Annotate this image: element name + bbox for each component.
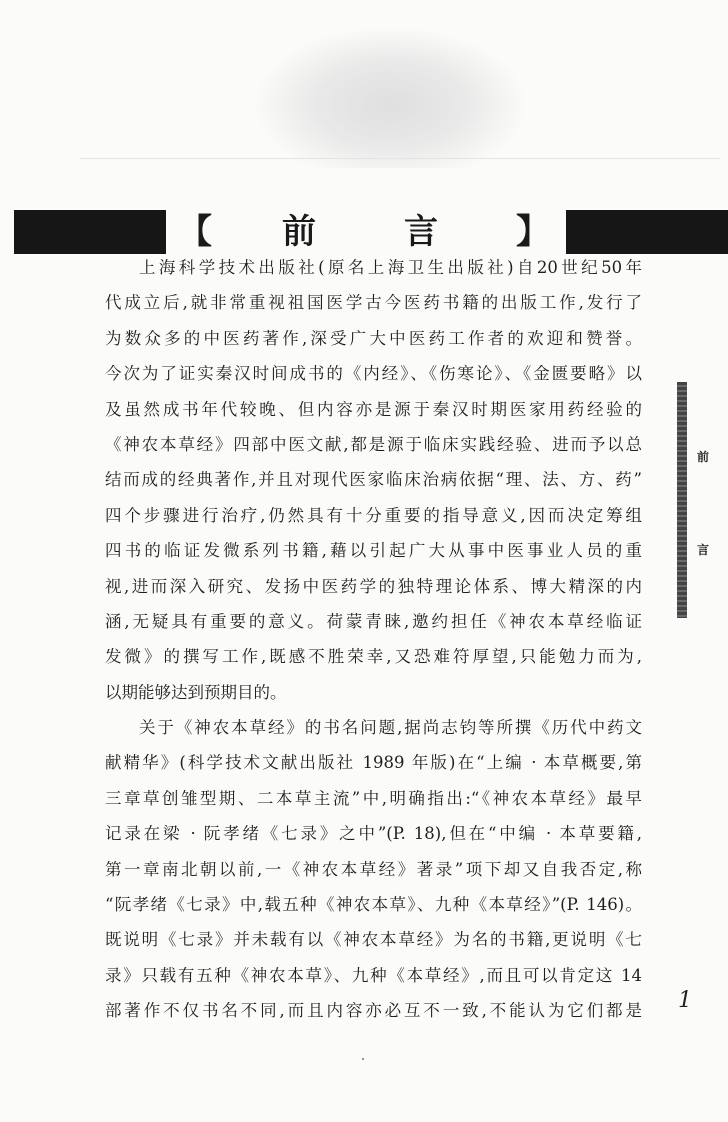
text-line: 三章草创雏型期、二本草主流”中,明确指出:“《神农本草经》最早: [105, 788, 642, 808]
text-line: “阮孝绪《七录》中,载五种《神农本草》、九种《本草经》”(P. 146)。: [105, 895, 642, 915]
text-line: 视,进而深入研究、发扬中医药学的独特理论体系、博大精深的内: [105, 576, 642, 596]
text-line: 以期能够达到预期目的。: [105, 682, 287, 702]
text-line: 录》只载有五种《神农本草》、九种《本草经》,而且可以肯定这 14: [105, 965, 642, 985]
text-line: 第一章南北朝以前,一《神农本草经》著录”项下却又自我否定,称: [105, 859, 642, 879]
text-line: 及虽然成书年代较晚、但内容亦是源于秦汉时期医家用药经验的: [105, 399, 642, 419]
heading-open-bracket: 【: [178, 212, 212, 252]
text-line: 上海科学技术出版社(原名上海卫生出版社)自20世纪50年: [139, 258, 642, 277]
header-ornament: [255, 28, 525, 168]
heading-char: 前: [282, 212, 316, 252]
text-line: 关于《神农本草经》的书名问题,据尚志钧等所撰《历代中药文: [139, 718, 642, 738]
side-tab-char: 前: [697, 450, 710, 464]
text-line: 《神农本草经》四部中医文献,都是源于临床实践经验、进而予以总: [105, 434, 642, 454]
side-tab-char: 言: [697, 543, 710, 557]
text-line: 献精华》(科学技术文献出版社 1989 年版)在“上编 · 本草概要,第: [105, 753, 642, 773]
text-line: 发微》的撰写工作,既感不胜荣幸,又恐难符厚望,只能勉力而为,: [105, 647, 642, 667]
side-tab-bar: [677, 382, 687, 618]
ornament-divider: [80, 158, 720, 159]
heading-bar-left: [14, 210, 166, 254]
heading-close-bracket: 】: [516, 212, 550, 252]
heading-char: 言: [404, 212, 438, 252]
text-line: 结而成的经典著作,并且对现代医家临床治病依据“理、法、方、药”: [105, 470, 642, 490]
page-number: 1: [678, 988, 692, 1013]
text-line: 今次为了证实秦汉时间成书的《内经》、《伤寒论》、《金匮要略》以: [105, 364, 642, 384]
text-line: 四个步骤进行治疗,仍然具有十分重要的指导意义,因而决定筹组: [105, 505, 642, 525]
text-line: 为数众多的中医药著作,深受广大中医药工作者的欢迎和赞誉。: [105, 328, 642, 348]
text-line: 代成立后,就非常重视祖国医学古今医药书籍的出版工作,发行了: [105, 293, 642, 313]
scan-speck: [362, 1058, 364, 1060]
heading-bar-right: [566, 210, 728, 254]
body-text: [105, 250, 642, 1029]
text-line: 四书的临证发微系列书籍,藉以引起广大从事中医事业人员的重: [105, 541, 642, 561]
text-line: 部著作不仅书名不同,而且内容亦必互不一致,不能认为它们都是: [105, 1001, 642, 1021]
text-line: 记录在梁 · 阮孝绪《七录》之中”(P. 18),但在“中编 · 本草要籍,: [105, 824, 642, 844]
text-line: 涵,无疑具有重要的意义。荷蒙青睐,邀约担任《神农本草经临证: [105, 611, 642, 631]
text-line: 既说明《七录》并未载有以《神农本草经》为名的书籍,更说明《七: [105, 930, 642, 950]
